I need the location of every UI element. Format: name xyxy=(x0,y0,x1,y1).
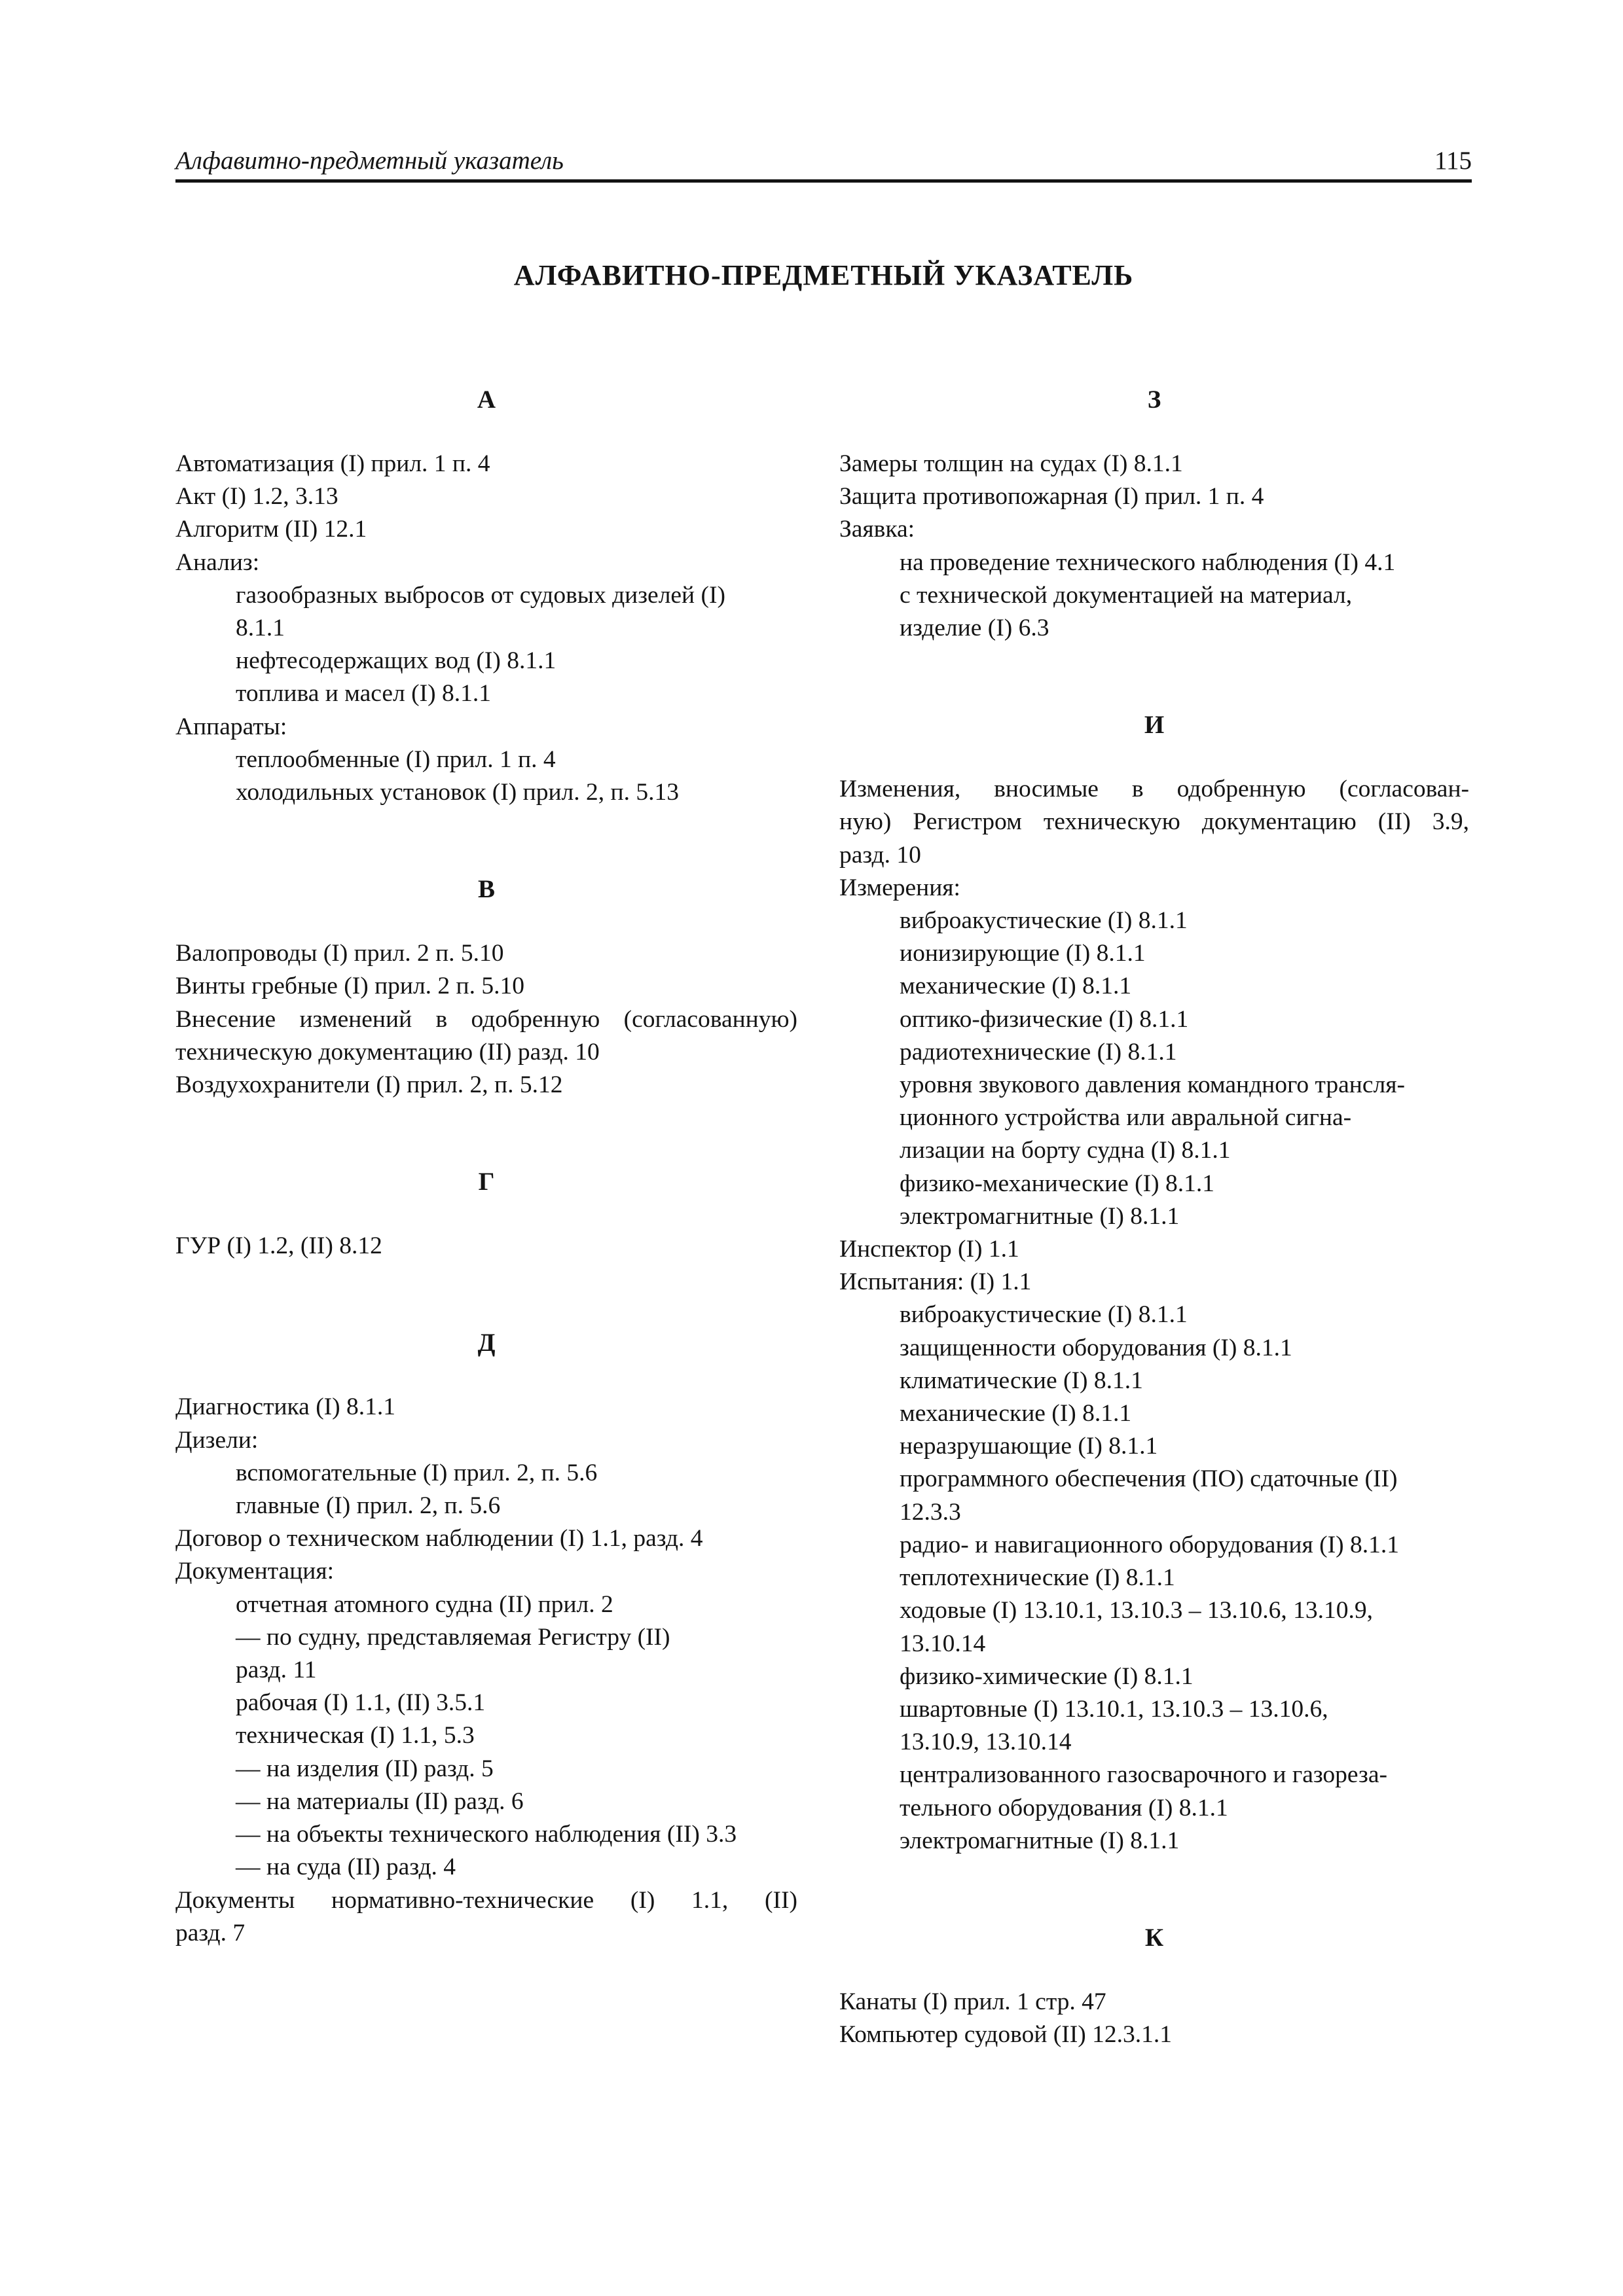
entry-line: Акт (I) 1.2, 3.13 xyxy=(175,483,338,511)
entry-line: Диагностика (I) 8.1.1 xyxy=(175,1393,396,1421)
entry-line: климатические (I) 8.1.1 xyxy=(900,1367,1143,1394)
index-subentry xyxy=(175,579,797,645)
index-subentry xyxy=(839,1759,1469,1824)
index-entry xyxy=(839,872,1469,905)
entry-line: Компьютер судовой (II) 12.3.1.1 xyxy=(839,2021,1172,2049)
index-subentry xyxy=(839,1299,1469,1331)
index-entry xyxy=(175,937,797,970)
entry-line: газообразных выбросов от судовых дизелей (I) xyxy=(236,581,725,609)
index-subentry xyxy=(839,1562,1469,1594)
index-subentry xyxy=(839,1660,1469,1693)
index-entry xyxy=(175,1003,797,1069)
entry-line: 13.10.14 xyxy=(900,1630,986,1657)
index-subentry xyxy=(839,1463,1469,1528)
index-section xyxy=(175,873,797,1102)
index-entry xyxy=(175,513,797,546)
index-subentry xyxy=(839,1825,1469,1857)
entry-line: — на объекты технического наблюдения (II) 3.3 xyxy=(236,1821,737,1848)
entry-line: теплотехнические (I) 8.1.1 xyxy=(900,1564,1175,1592)
entry-line: Анализ: xyxy=(175,548,260,576)
index-subentry xyxy=(175,1719,797,1752)
index-subentry xyxy=(175,1457,797,1490)
entry-line: техническая (I) 1.1, 5.3 xyxy=(236,1722,475,1749)
index-subentry xyxy=(839,1397,1469,1430)
index-entry xyxy=(175,1391,797,1424)
entry-line: на проведение технического наблюдения (I) 4.1 xyxy=(900,548,1396,576)
index-entry xyxy=(175,1884,797,1950)
entry-line: разд. 10 xyxy=(839,841,921,869)
entry-line: топлива и масел (I) 8.1.1 xyxy=(236,680,491,708)
entry-line: Защита противопожарная (I) прил. 1 п. 4 xyxy=(839,483,1264,511)
entry-line: Канаты (I) прил. 1 стр. 47 xyxy=(839,1988,1106,2015)
index-entry xyxy=(175,1555,797,1588)
entry-line: электромагнитные (I) 8.1.1 xyxy=(900,1202,1180,1230)
entry-line: Изменения, вносимые в одобренную (согласован- xyxy=(839,776,1469,803)
index-section xyxy=(839,384,1469,645)
index-entry xyxy=(175,480,797,513)
entry-line: Валопроводы (I) прил. 2 п. 5.10 xyxy=(175,940,504,967)
index-subentry xyxy=(175,1621,797,1687)
index-entry xyxy=(839,2018,1469,2051)
entry-line: оптико-физические (I) 8.1.1 xyxy=(900,1005,1189,1033)
index-subentry xyxy=(175,677,797,710)
entry-line: механические (I) 8.1.1 xyxy=(900,1400,1132,1427)
index-subentry xyxy=(175,744,797,776)
entry-line: Заявка: xyxy=(839,516,915,543)
index-section xyxy=(175,1327,797,1949)
entry-line: защищенности оборудования (I) 8.1.1 xyxy=(900,1334,1292,1361)
entry-line: электромагнитные (I) 8.1.1 xyxy=(900,1827,1180,1854)
entry-line: главные (I) прил. 2, п. 5.6 xyxy=(236,1492,501,1520)
index-subentry xyxy=(175,1851,797,1884)
index-entry xyxy=(175,711,797,744)
index-subentry xyxy=(839,1036,1469,1069)
entry-line: виброакустические (I) 8.1.1 xyxy=(900,1301,1188,1329)
entry-line: централизованного газосварочного и газореза- xyxy=(900,1761,1387,1789)
index-entry xyxy=(839,513,1469,546)
page-number: 115 xyxy=(1434,147,1472,175)
index-subentry xyxy=(839,1332,1469,1365)
index-subentry xyxy=(175,1753,797,1785)
entry-line: Инспектор (I) 1.1 xyxy=(839,1236,1019,1263)
entry-line: Дизели: xyxy=(175,1426,259,1454)
index-entry xyxy=(839,1266,1469,1299)
entry-line: — на суда (II) разд. 4 xyxy=(236,1854,456,1881)
entry-line: Автоматизация (I) прил. 1 п. 4 xyxy=(175,450,490,477)
entry-line: разд. 7 xyxy=(175,1919,246,1946)
index-section xyxy=(175,384,797,809)
entry-line: виброакустические (I) 8.1.1 xyxy=(900,907,1188,935)
entry-line: неразрушающие (I) 8.1.1 xyxy=(900,1433,1158,1460)
index-section xyxy=(175,1166,797,1263)
entry-line: швартовные (I) 13.10.1, 13.10.3 – 13.10.6, xyxy=(900,1695,1328,1723)
entry-line: физико-химические (I) 8.1.1 xyxy=(900,1662,1194,1690)
index-entry xyxy=(839,448,1469,480)
entry-line: разд. 11 xyxy=(236,1657,317,1684)
entry-line: Договор о техническом наблюдении (I) 1.1, разд. 4 xyxy=(175,1525,703,1552)
entry-line: радио- и навигационного оборудования (I) 8.1.1 xyxy=(900,1531,1399,1558)
entry-line: Алгоритм (II) 12.1 xyxy=(175,516,367,543)
index-subentry xyxy=(839,1594,1469,1660)
entry-line: программного обеспечения (ПО) сдаточные (II) xyxy=(900,1465,1398,1493)
entry-line: физико-механические (I) 8.1.1 xyxy=(900,1170,1214,1197)
entry-line: техническую документацию (II) разд. 10 xyxy=(175,1038,600,1066)
index-subentry xyxy=(175,1588,797,1621)
index-subentry xyxy=(839,1168,1469,1200)
entry-line: лизации на борту судна (I) 8.1.1 xyxy=(900,1137,1231,1164)
index-subentry xyxy=(839,1200,1469,1233)
entry-line: Измерения: xyxy=(839,874,960,901)
entry-line: ходовые (I) 13.10.1, 13.10.3 – 13.10.6, 13.10.9, xyxy=(900,1597,1373,1624)
index-subentry xyxy=(175,1818,797,1851)
entry-line: Воздухохранители (I) прил. 2, п. 5.12 xyxy=(175,1071,563,1099)
index-subentry xyxy=(175,1785,797,1818)
entry-line: рабочая (I) 1.1, (II) 3.5.1 xyxy=(236,1689,486,1717)
entry-line: 13.10.9, 13.10.14 xyxy=(900,1729,1072,1756)
index-entry xyxy=(839,773,1469,872)
entry-line: Замеры толщин на судах (I) 8.1.1 xyxy=(839,450,1183,477)
entry-line: — по судну, представляемая Регистру (II) xyxy=(236,1623,670,1651)
index-subentry xyxy=(175,776,797,809)
running-title: Алфавитно-предметный указатель xyxy=(175,147,564,175)
entry-line: 12.3.3 xyxy=(900,1498,961,1526)
index-entry xyxy=(175,448,797,480)
entry-line: ионизирующие (I) 8.1.1 xyxy=(900,940,1146,967)
index-section xyxy=(839,709,1469,1857)
index-subentry xyxy=(839,1430,1469,1463)
entry-line: ГУР (I) 1.2, (II) 8.12 xyxy=(175,1232,382,1260)
index-subentry xyxy=(839,970,1469,1003)
index-subentry xyxy=(839,1003,1469,1036)
section-letter: К xyxy=(1144,1923,1164,1952)
entry-line: ную) Регистром техническую документацию (II) 3.9, xyxy=(839,808,1469,836)
entry-line: нефтесодержащих вод (I) 8.1.1 xyxy=(236,647,556,675)
index-subentry xyxy=(839,1693,1469,1759)
index-entry xyxy=(839,1986,1469,2018)
entry-line: Испытания: (I) 1.1 xyxy=(839,1268,1032,1296)
running-header xyxy=(175,143,1472,183)
index-entry xyxy=(175,1424,797,1457)
section-letter: Д xyxy=(477,1329,496,1357)
entry-line: механические (I) 8.1.1 xyxy=(900,973,1132,1000)
index-subentry xyxy=(839,1069,1469,1168)
index-entry xyxy=(175,1230,797,1263)
index-subentry xyxy=(839,905,1469,937)
entry-line: с технической документацией на материал, xyxy=(900,581,1353,609)
section-letter: А xyxy=(477,386,496,414)
entry-line: Документы нормативно-технические (I) 1.1, (II) xyxy=(175,1886,797,1914)
entry-line: уровня звукового давления командного трансля- xyxy=(900,1071,1405,1099)
entry-line: — на материалы (II) разд. 6 xyxy=(236,1787,524,1815)
entry-line: Документация: xyxy=(175,1558,335,1585)
index-entry xyxy=(175,970,797,1003)
index-subentry xyxy=(839,1529,1469,1562)
index-entry xyxy=(839,1233,1469,1266)
entry-line: 8.1.1 xyxy=(236,615,285,642)
section-letter: Г xyxy=(478,1168,495,1196)
index-subentry xyxy=(175,645,797,677)
entry-line: — на изделия (II) разд. 5 xyxy=(236,1755,494,1782)
entry-line: радиотехнические (I) 8.1.1 xyxy=(900,1038,1177,1066)
entry-line: Внесение изменений в одобренную (согласованную) xyxy=(175,1005,797,1033)
index-column-left xyxy=(175,384,797,1950)
entry-line: теплообменные (I) прил. 1 п. 4 xyxy=(236,745,556,773)
index-subentry xyxy=(839,937,1469,970)
entry-line: холодильных установок (I) прил. 2, п. 5.13 xyxy=(236,779,679,806)
index-column-right xyxy=(839,384,1469,2051)
entry-line: изделие (I) 6.3 xyxy=(900,615,1049,642)
index-subentry xyxy=(175,1490,797,1522)
index-subentry xyxy=(839,579,1469,645)
section-letter: И xyxy=(1144,711,1165,740)
section-letter: В xyxy=(477,875,495,904)
entry-line: тельного оборудования (I) 8.1.1 xyxy=(900,1794,1228,1821)
index-entry xyxy=(839,480,1469,513)
index-subentry xyxy=(839,1365,1469,1397)
index-entry xyxy=(175,1522,797,1555)
entry-line: отчетная атомного судна (II) прил. 2 xyxy=(236,1590,613,1618)
entry-line: Аппараты: xyxy=(175,713,287,740)
page-title: АЛФАВИТНО-ПРЕДМЕТНЫЙ УКАЗАТЕЛЬ xyxy=(513,259,1134,291)
section-letter: З xyxy=(1147,386,1161,414)
index-subentry xyxy=(175,1687,797,1719)
entry-line: вспомогательные (I) прил. 2, п. 5.6 xyxy=(236,1459,598,1486)
entry-line: ционного устройства или авральной сигна- xyxy=(900,1104,1352,1132)
index-entry xyxy=(175,547,797,579)
index-subentry xyxy=(839,547,1469,579)
index-section xyxy=(839,1922,1469,2051)
index-entry xyxy=(175,1069,797,1102)
entry-line: Винты гребные (I) прил. 2 п. 5.10 xyxy=(175,973,525,1000)
